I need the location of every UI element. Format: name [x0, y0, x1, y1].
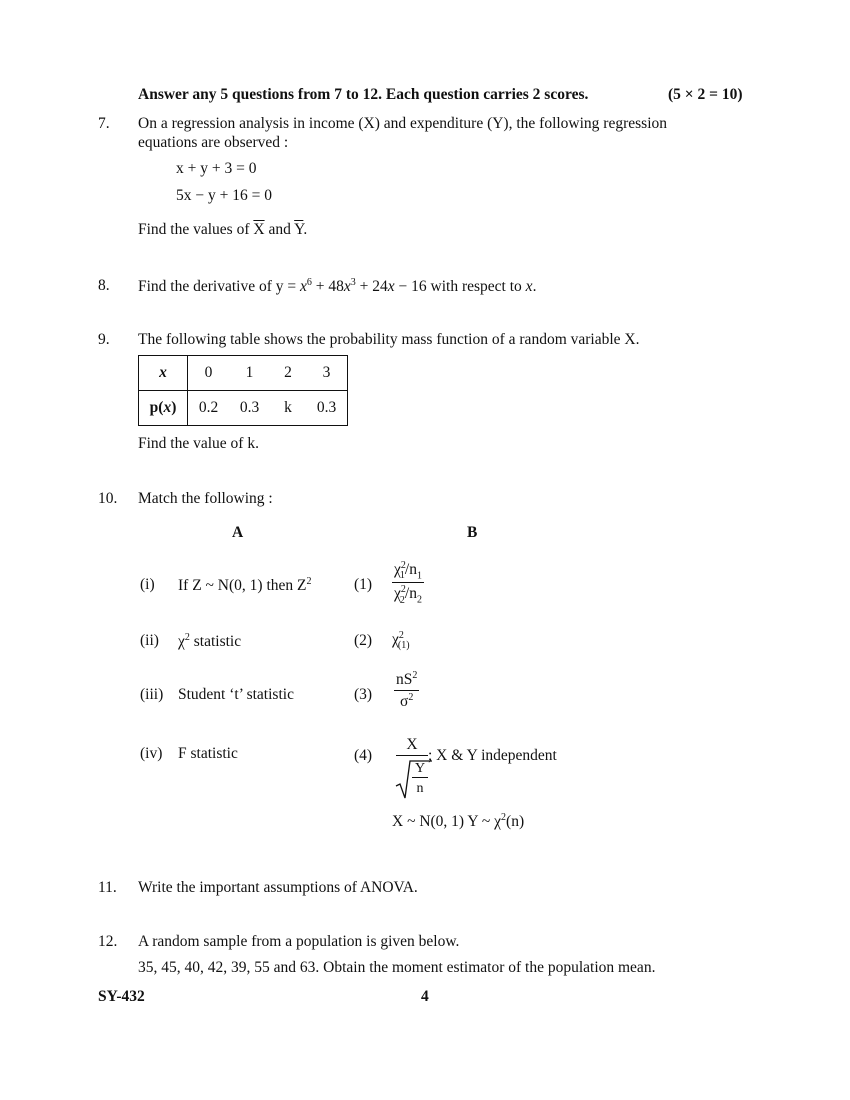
pmf-cell: 0.2: [198, 399, 219, 416]
q11-text: Write the important assumptions of ANOVA.: [138, 879, 418, 896]
b4-rad-num: Y: [412, 761, 428, 778]
b4-rad-den: n: [416, 781, 424, 796]
q10-col-a: A: [232, 524, 244, 541]
pmf-table: [138, 355, 348, 426]
q8-t3x: x: [387, 278, 395, 296]
q7-and: and: [268, 221, 291, 238]
b4-line2-sup: 2: [501, 812, 507, 823]
q9-number: 9.: [98, 331, 110, 348]
q10-roman-iv: (iv): [140, 745, 163, 762]
b1-den-chi: χ: [394, 585, 401, 603]
pmf-cell: 0.3: [316, 399, 337, 416]
pmf-cell: 0.3: [239, 399, 260, 416]
pmf-cell: 2: [270, 356, 306, 391]
q10-a-ii: [178, 632, 241, 651]
pmf-cell: 3: [306, 356, 347, 391]
q10-roman-i: (i): [140, 576, 155, 593]
q8-t4: − 16 with respect to: [394, 278, 526, 296]
b3-numerator: [394, 670, 419, 691]
q10-a-i-text: If Z ~ N(0, 1) then Z: [178, 577, 307, 595]
b2-sub: (1): [397, 640, 410, 652]
q10-a-iv: F statistic: [178, 745, 238, 762]
pmf-cell: k: [284, 399, 292, 416]
b4-line2-post: (n): [506, 813, 525, 831]
q8-t2: + 48: [311, 278, 344, 296]
pmf-header-p-close: ): [171, 399, 177, 416]
b1-numerator: [392, 560, 424, 583]
q10-a-iii: Student ‘t’ statistic: [178, 686, 294, 703]
b1-num-sub: 1: [399, 570, 405, 582]
q7-eq1: x + y + 3 = 0: [176, 160, 257, 177]
q8-t1: x: [300, 278, 307, 296]
q10-col-b: B: [467, 524, 478, 541]
q8-t5: x: [525, 278, 533, 296]
b1-den-sub: 2: [399, 594, 405, 606]
b2-expression: [392, 630, 410, 651]
b1-fraction: [392, 560, 424, 606]
b3-num: nS: [396, 671, 413, 689]
b1-denominator: [392, 583, 424, 605]
q10-number: 10.: [98, 490, 118, 507]
b4-numerator: X: [396, 736, 428, 756]
section-marks: (5 × 2 = 10): [668, 86, 743, 103]
q10-a-ii-chi: χ: [178, 633, 185, 651]
q10-a-ii-text: statistic: [189, 633, 242, 651]
b4-line2: [392, 812, 524, 831]
b1-num-div-sub: 1: [416, 570, 422, 582]
q8-e1: 6: [306, 277, 312, 288]
q10-num-3: (3): [354, 686, 373, 703]
q7-find-prefix: Find the values of: [138, 221, 250, 238]
b3-den-sup: 2: [408, 692, 414, 704]
q7-eq2: 5x − y + 16 = 0: [176, 187, 272, 204]
q10-roman-ii: (ii): [140, 632, 159, 649]
b1-den-div: /n: [404, 585, 417, 603]
b3-den: σ: [400, 693, 409, 711]
pmf-header-p: [139, 391, 188, 426]
q7-find: [138, 221, 307, 239]
q8-prefix: Find the derivative of y =: [138, 278, 300, 296]
b3-fraction: [394, 670, 419, 711]
q8-t6: .: [532, 278, 537, 296]
b1-den-div-sub: 2: [416, 594, 422, 606]
b2-sup: 2: [398, 630, 404, 641]
pmf-header-p-x: x: [163, 399, 172, 416]
q10-a-i-sup: 2: [306, 576, 312, 587]
q8-text: [138, 277, 536, 296]
b1-num-sup: 2: [400, 560, 406, 571]
q9-find: Find the value of k.: [138, 435, 259, 452]
q9-text: The following table shows the probability mass function of a random variable X.: [138, 331, 640, 348]
pmf-cell: 0: [188, 356, 230, 391]
q10-a-i: [178, 576, 311, 595]
pmf-header-p-open: p(: [149, 399, 164, 416]
b4-line2-pre: X ~ N(0, 1) Y ~ χ: [392, 813, 502, 831]
q12-line1: A random sample from a population is given below.: [138, 933, 460, 950]
b2-chi: χ: [392, 631, 399, 649]
q7-line2: equations are observed :: [138, 134, 289, 151]
q7-line1: On a regression analysis in income (X) and expenditure (Y), the following regression: [138, 115, 668, 132]
pmf-row-x: [139, 356, 347, 391]
q10-num-2: (2): [354, 632, 373, 649]
q8-e2: 3: [350, 277, 356, 288]
b1-den-sup: 2: [400, 584, 406, 596]
b4-tail: ; X & Y independent: [428, 747, 557, 764]
q10-title: Match the following :: [138, 490, 273, 507]
pmf-row-p: [139, 391, 347, 426]
q7-number: 7.: [98, 115, 110, 132]
q12-number: 12.: [98, 933, 118, 950]
pmf-header-x: x: [139, 356, 188, 391]
b3-num-sup: 2: [412, 670, 418, 681]
b1-num-chi: χ: [394, 561, 401, 579]
q7-ybar: $\overline{Y}$: [294, 221, 304, 238]
q10-a-ii-sup: 2: [184, 632, 190, 643]
q8-number: 8.: [98, 277, 110, 294]
section-instruction: Answer any 5 questions from 7 to 12. Each question carries 2 scores.: [138, 86, 589, 103]
q8-t2x: x: [343, 278, 351, 296]
q10-num-4: (4): [354, 747, 373, 764]
q11-number: 11.: [98, 879, 117, 896]
q7-xbar: $\overline{X}$: [253, 221, 265, 238]
q7-period: .: [303, 221, 308, 238]
footer-code: SY-432: [98, 988, 145, 1005]
pmf-cell: 1: [229, 356, 270, 391]
q10-roman-iii: (iii): [140, 686, 164, 703]
q12-line2: 35, 45, 40, 42, 39, 55 and 63. Obtain the moment estimator of the population mean.: [138, 959, 656, 976]
b1-num-div: /n: [404, 561, 417, 579]
footer-page: 4: [421, 988, 429, 1005]
q8-t3: + 24: [355, 278, 388, 296]
b3-denominator: [398, 691, 415, 711]
q10-num-1: (1): [354, 576, 373, 593]
